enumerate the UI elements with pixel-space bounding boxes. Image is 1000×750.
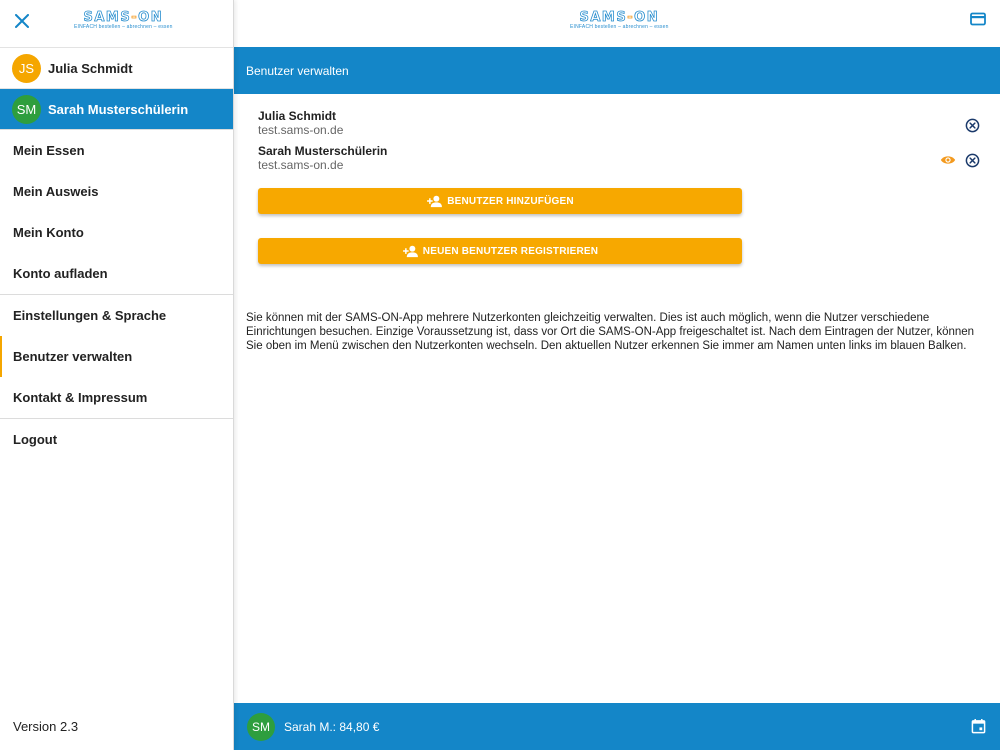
register-user-label: NEUEN BENUTZER REGISTRIEREN — [422, 245, 599, 257]
sidebar-item-mein-ausweis[interactable]: Mein Ausweis — [13, 184, 99, 199]
register-user-button[interactable] — [258, 238, 742, 264]
menu-group-logout — [0, 418, 233, 460]
add-user-label: BENUTZER HINZUFÜGEN — [447, 195, 574, 207]
sidebar-item-mein-konto[interactable]: Mein Konto — [13, 225, 84, 240]
app-version: Version 2.3 — [13, 719, 79, 734]
calendar-icon — [971, 718, 986, 734]
add-user-button[interactable] — [258, 188, 742, 214]
person-add-icon — [426, 195, 443, 208]
remove-circle-icon — [965, 118, 980, 133]
sidebar-header — [0, 0, 233, 47]
calendar-button[interactable] — [971, 718, 987, 734]
balance-label: Sarah M.: 84,80 € — [284, 719, 380, 734]
account-host: test.sams-on.de — [258, 158, 344, 172]
sidebar-item-benutzer-verwalten[interactable]: Benutzer verwalten — [0, 336, 233, 377]
close-icon — [15, 14, 29, 28]
user-name: Sarah Musterschülerin — [48, 101, 189, 117]
main-content — [234, 94, 1000, 703]
account-row — [258, 144, 978, 172]
menu-group-main — [0, 129, 233, 294]
sidebar — [0, 0, 234, 750]
top-bar — [234, 0, 1000, 47]
sams-on-logo: SAMS-ON EINFACH bestellen – abrechnen – essen — [74, 10, 173, 30]
credit-card-icon — [970, 12, 986, 26]
page-title-bar — [234, 47, 1000, 94]
account-name: Julia Schmidt — [258, 109, 337, 123]
remove-account-button[interactable] — [964, 117, 980, 133]
view-account-button[interactable] — [940, 152, 956, 168]
sidebar-item-konto-aufladen[interactable]: Konto aufladen — [13, 266, 108, 281]
sidebar-item-mein-essen[interactable]: Mein Essen — [13, 143, 85, 158]
card-button[interactable] — [970, 12, 988, 30]
menu-group-settings — [0, 294, 233, 418]
user-name: Julia Schmidt — [48, 60, 133, 76]
sidebar-item-einstellungen[interactable]: Einstellungen & Sprache — [13, 308, 167, 323]
account-name: Sarah Musterschülerin — [258, 144, 388, 158]
sams-on-logo: SAMS-ON EINFACH bestellen – abrechnen – essen — [570, 10, 669, 30]
close-menu-button[interactable] — [10, 9, 34, 33]
sidebar-item-logout[interactable]: Logout — [13, 432, 58, 447]
avatar: JS — [12, 54, 41, 83]
eye-icon — [940, 154, 956, 166]
avatar: SM — [247, 713, 275, 741]
sidebar-item-kontakt-impressum[interactable]: Kontakt & Impressum — [13, 390, 148, 405]
account-host: test.sams-on.de — [258, 123, 344, 137]
page-title: Benutzer verwalten — [246, 63, 349, 78]
avatar: SM — [12, 95, 41, 124]
remove-circle-icon — [965, 153, 980, 168]
footer-bar — [234, 703, 1000, 750]
remove-account-button[interactable] — [964, 152, 980, 168]
person-add-icon — [402, 245, 419, 258]
user-switch-julia-schmidt[interactable] — [0, 47, 233, 88]
user-switch-sarah-musterschuelerin[interactable] — [0, 88, 233, 129]
info-text: Sie können mit der SAMS-ON-App mehrere Nutzerkonten gleichzeitig verwalten. Dies ist auch möglich, wenn die Nutzer verschiedene Einrichtungen besuchen. Einzige Voraussetzung ist, dass vor Ort die SAMS-ON-App freigeschaltet ist. Nach dem Eintragen der Nutzer, können Sie oben im Menü zwischen den Nutzerkonten wechseln. Den aktuellen Nutzer erkennen Sie immer am Namen unten links im blauen Balken. — [246, 312, 975, 352]
account-row — [258, 109, 978, 137]
